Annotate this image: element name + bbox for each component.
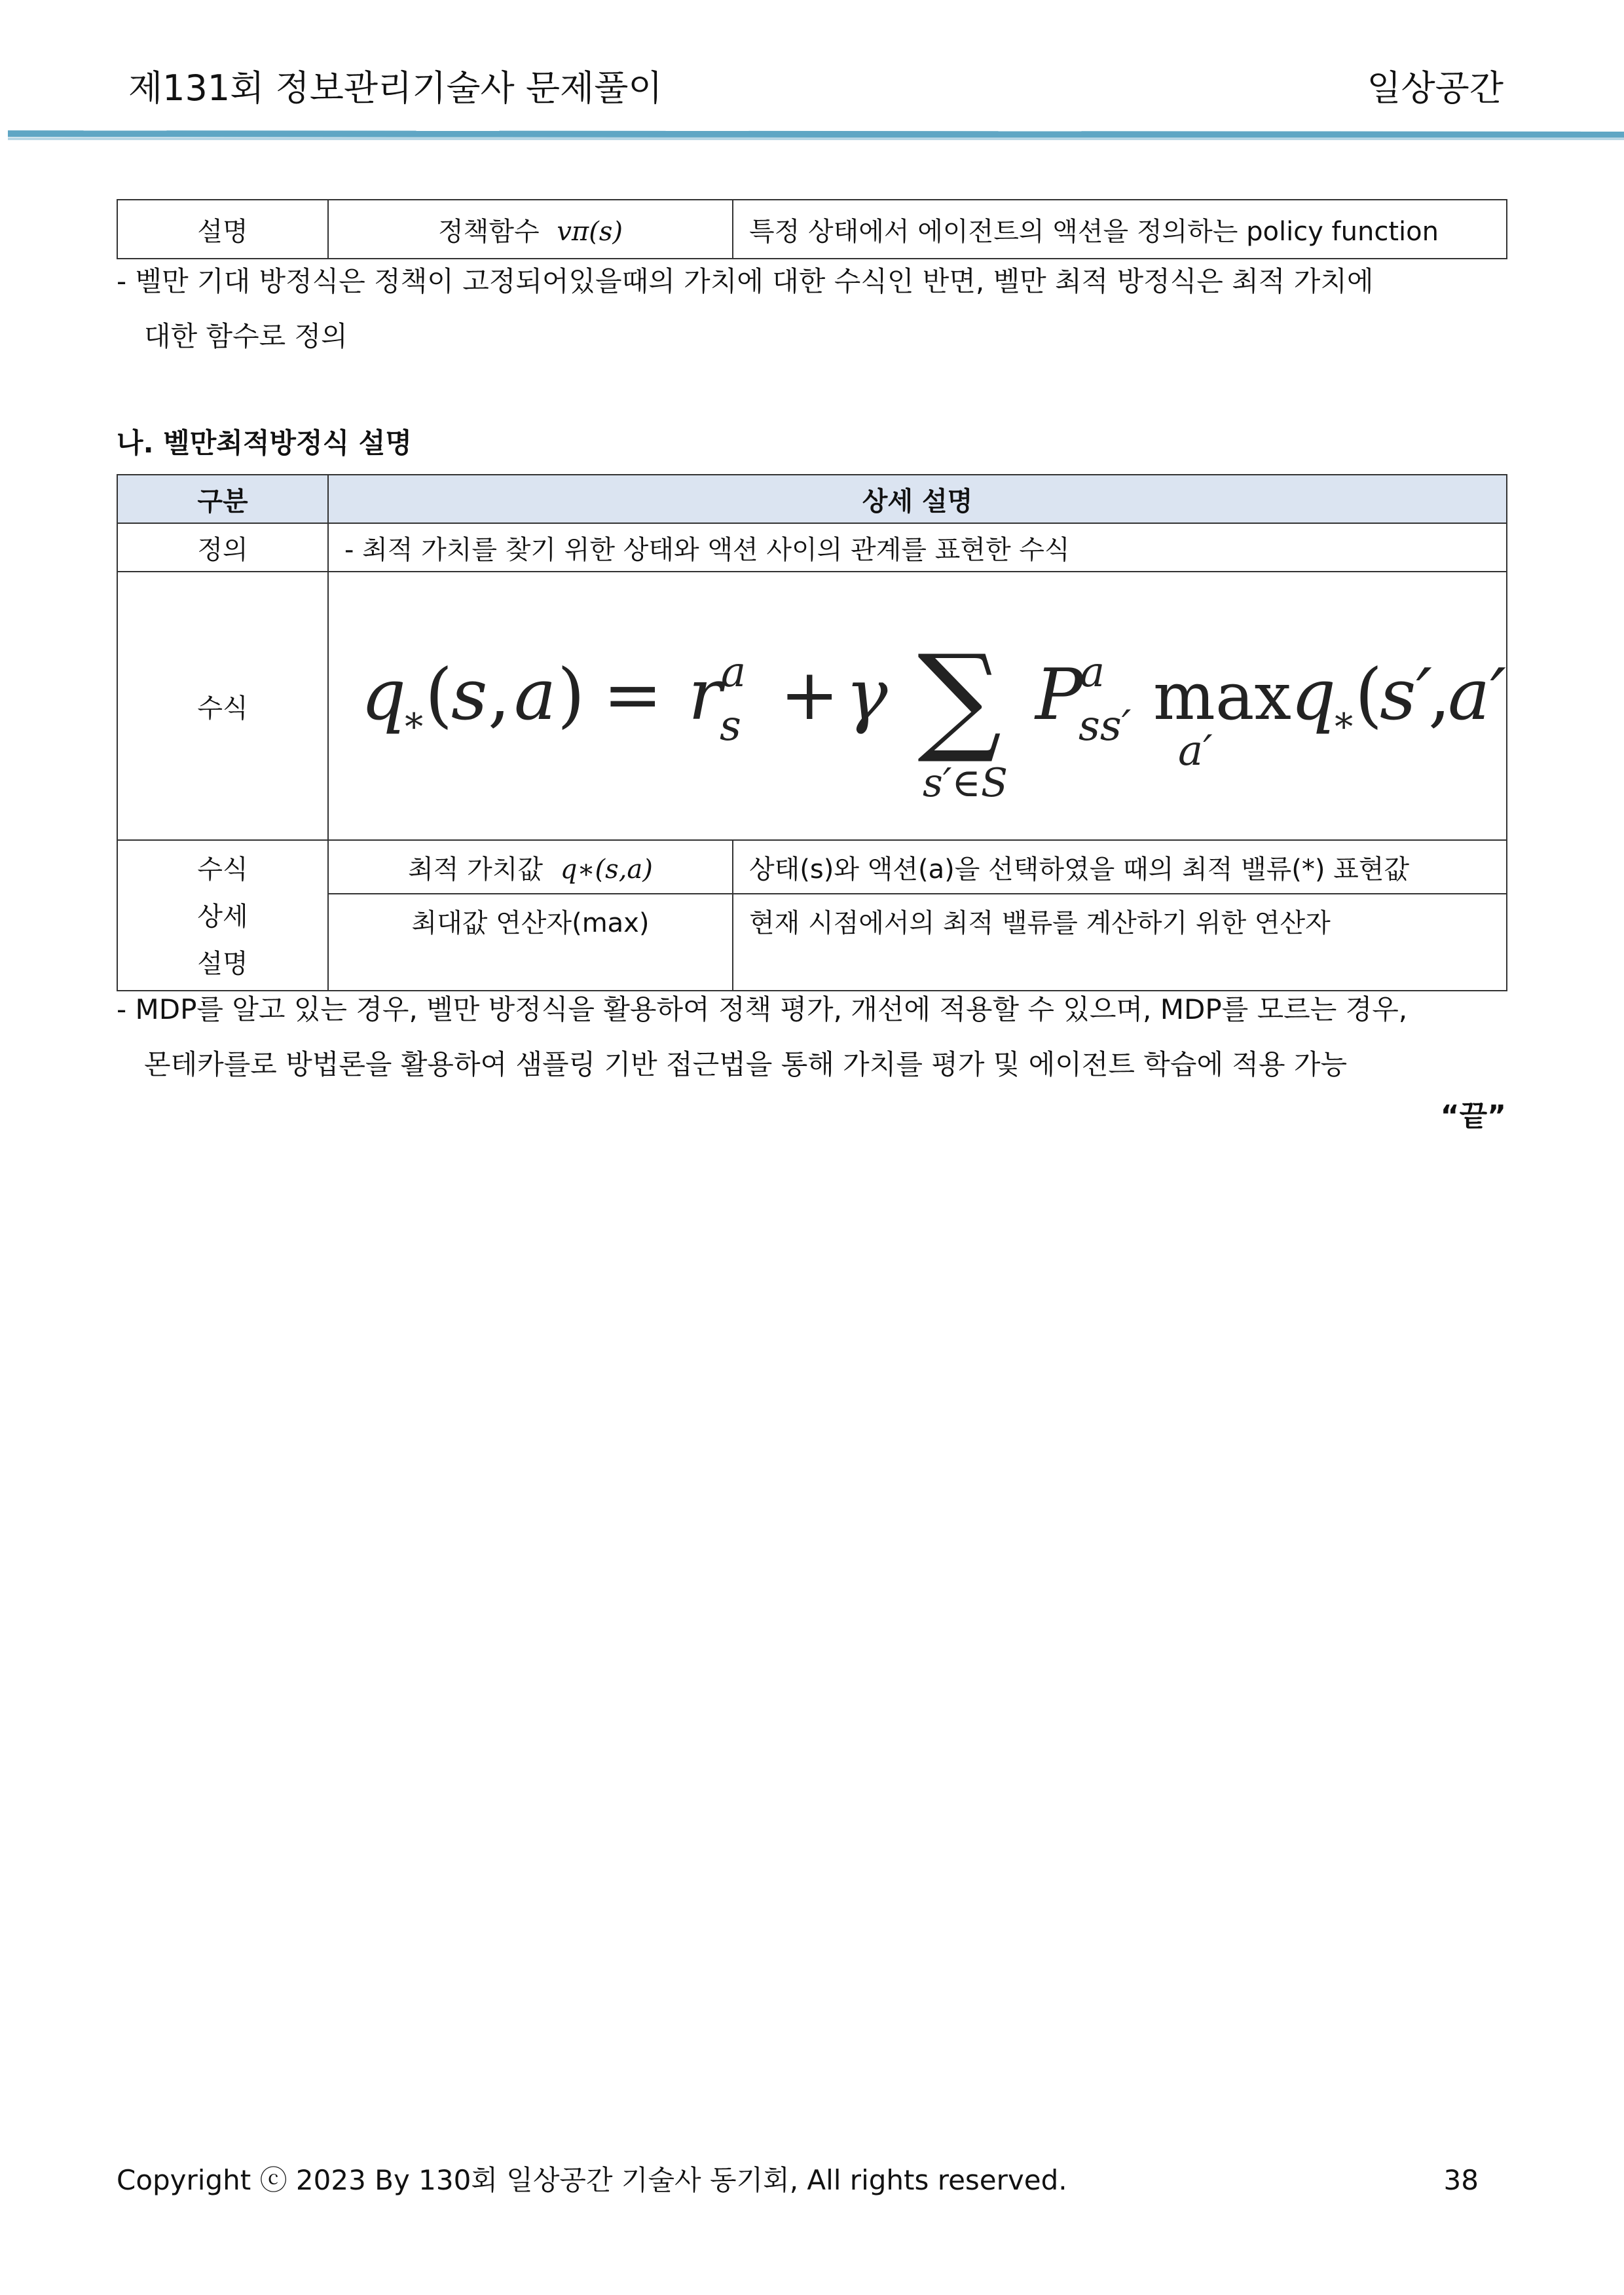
term-math: q∗(s,a) (560, 854, 653, 885)
svg-text:max: max (1153, 658, 1291, 735)
document-title: 제131회 정보관리기술사 문제풀이 (128, 67, 663, 109)
formula-cell (328, 572, 1507, 840)
header-divider-shadow (8, 138, 1624, 140)
svg-text:(: ( (425, 654, 453, 736)
svg-text:s: s (720, 702, 741, 750)
svg-text:,: , (1428, 654, 1451, 736)
page-number: 38 (1443, 2164, 1479, 2196)
table-header-row (117, 475, 1507, 523)
svg-text:): ) (557, 654, 585, 736)
term-text: 최적 가치값 (408, 854, 544, 885)
term-text: 정책함수 (438, 216, 540, 247)
svg-text:(: ( (1355, 654, 1383, 736)
svg-text:γ: γ (845, 654, 888, 736)
svg-text:a′: a′ (1178, 727, 1213, 775)
term-math: vπ(s) (557, 216, 623, 247)
svg-text:=: = (603, 654, 663, 736)
table-row (117, 572, 1507, 840)
note-line: - MDP를 알고 있는 경우, 벨만 방정식을 활용하여 정책 평가, 개선에 적용할 수 있으며, MDP를 모르는 경우, (117, 993, 1408, 1025)
column-header: 상세 설명 (328, 475, 1507, 523)
svg-text:a: a (1080, 648, 1105, 697)
svg-text:∗: ∗ (1331, 699, 1357, 741)
section-heading: 나. 벨만최적방정식 설명 (117, 427, 412, 459)
policy-function-table (117, 199, 1507, 259)
note-line: - 벨만 기대 방정식은 정책이 고정되어있을때의 가치에 대한 수식인 반면, 벨만 최적 방정식은 최적 가치에 (117, 265, 1374, 297)
svg-text:a: a (514, 654, 557, 736)
description-cell: 특정 상태에서 에이전트의 액션을 정의하는 policy function (733, 200, 1507, 259)
description-cell: 상태(s)와 액션(a)을 선택하였을 때의 최적 밸류(*) 표현값 (733, 840, 1507, 894)
term-cell: 최대값 연산자(max) (328, 894, 733, 991)
table-row (117, 523, 1507, 572)
svg-text:s′∈S: s′∈S (923, 760, 1008, 806)
note-line: 몬테카를로 방법론을 활용하여 샘플링 기반 접근법을 통해 가치를 평가 및 에이전트 학습에 적용 가능 (144, 1048, 1348, 1080)
table-row (117, 840, 1507, 894)
svg-text:r: r (688, 654, 722, 736)
svg-text:a′: a′ (1448, 654, 1506, 736)
term-cell (328, 200, 733, 259)
svg-text:,: , (488, 654, 511, 736)
svg-text:∗: ∗ (401, 699, 427, 741)
svg-text:∑: ∑ (917, 630, 1002, 767)
svg-text:P: P (1035, 654, 1083, 736)
svg-text:s′: s′ (1380, 654, 1432, 736)
svg-text:q: q (1291, 654, 1337, 736)
table-row (117, 200, 1507, 259)
document-brand: 일상공간 (1367, 67, 1504, 109)
footer-copyright: Copyright ⓒ 2023 By 130회 일상공간 기술사 동기회, All rights reserved. (117, 2164, 1067, 2196)
svg-text:a: a (721, 648, 747, 697)
svg-text:q: q (361, 654, 407, 736)
bellman-optimality-table (117, 474, 1507, 991)
svg-text:+: + (780, 654, 840, 736)
term-cell (328, 840, 733, 894)
definition-cell: - 최적 가치를 찾기 위한 상태와 액션 사이의 관계를 표현한 수식 (328, 523, 1507, 572)
svg-text:s: s (451, 654, 488, 736)
row-label: 수식 상세 설명 (117, 840, 328, 991)
note-line: 대한 함수로 정의 (144, 320, 348, 352)
row-label: 정의 (117, 523, 328, 572)
bellman-equation (341, 608, 1506, 806)
row-label: 설명 (117, 200, 328, 259)
svg-text:ss′: ss′ (1079, 702, 1132, 750)
description-cell: 현재 시점에서의 최적 밸류를 계산하기 위한 연산자 (733, 894, 1507, 991)
row-label: 수식 (117, 572, 328, 840)
column-header: 구분 (117, 475, 328, 523)
end-mark: “끝” (1440, 1099, 1506, 1133)
